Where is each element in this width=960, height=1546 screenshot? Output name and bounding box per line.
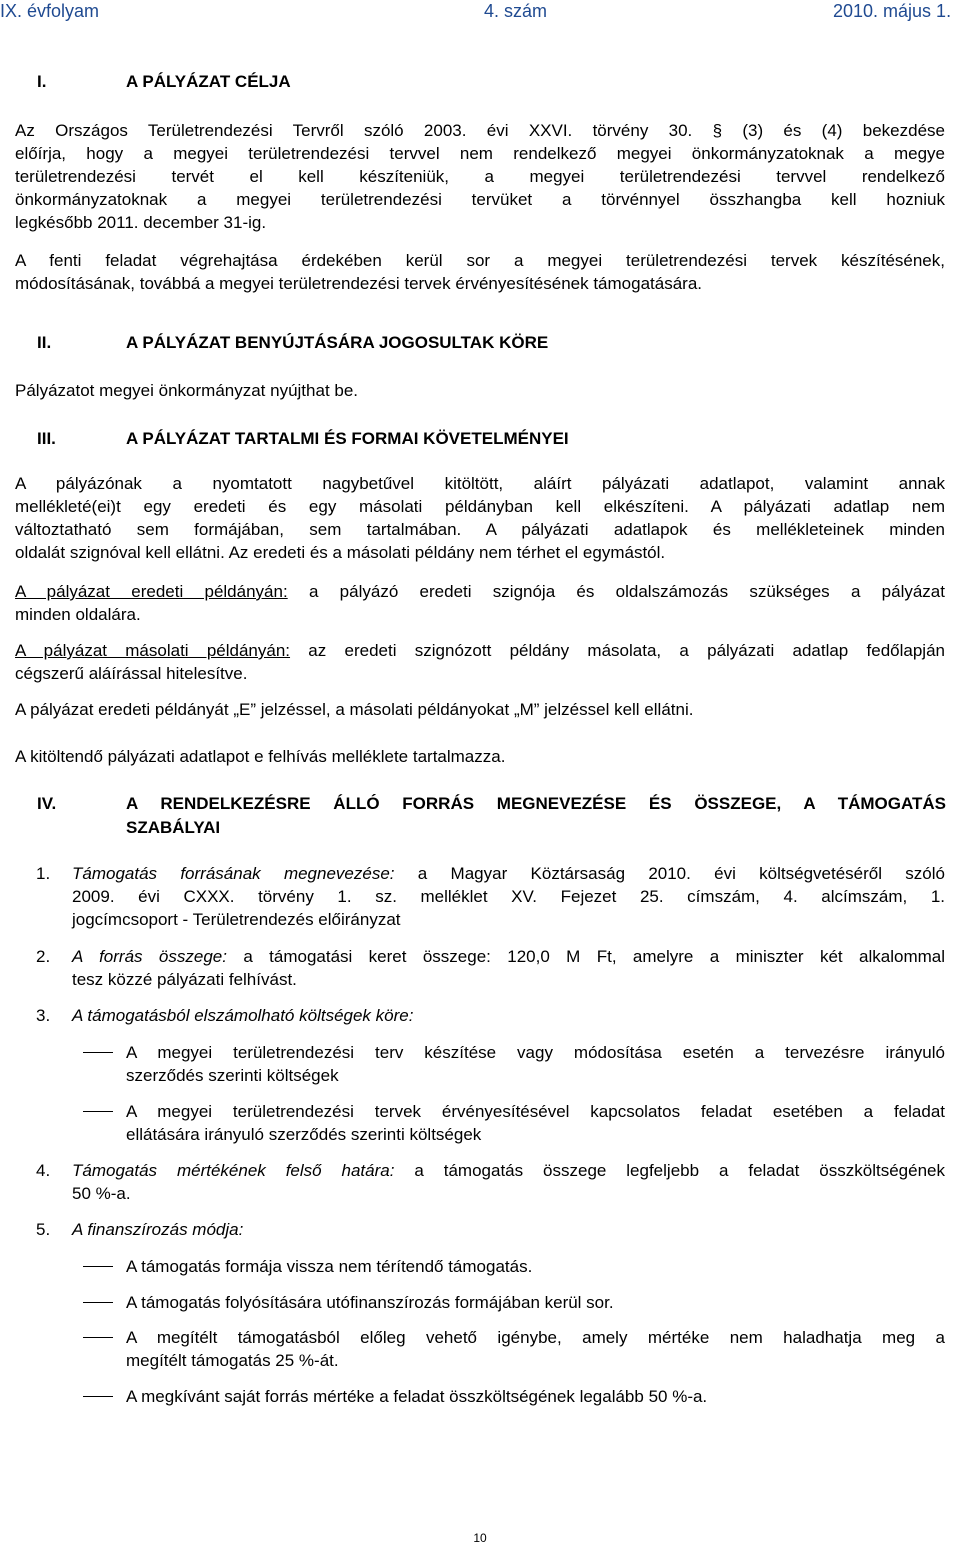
text-line: módosításának, továbbá a megyei területrendezési tervek érvényesítésének támogatására.: [15, 274, 702, 293]
text-line: A megítélt támogatásból előleg vehető igénybe, amely mértéke nem haladhatja meg a: [126, 1328, 945, 1347]
section-4-title: [126, 792, 946, 840]
annex-paragraph: [15, 745, 945, 768]
text-line: jogcímcsoport - Területrendezés előirányzat: [72, 910, 401, 929]
text-line: minden oldalára.: [15, 605, 141, 624]
text-line: A támogatás folyósítására utófinanszírozás formájában kerül sor.: [126, 1293, 614, 1312]
page-header: [0, 0, 960, 22]
text-line: változtatható sem formájában, sem tartalmában. A pályázati adatlapok és mellékleteinek minden: [15, 520, 945, 539]
text-line: [15, 580, 945, 603]
bullet-text: [126, 1255, 945, 1278]
header-issue: 4. szám: [484, 1, 548, 21]
section-1-paragraph-1: [15, 119, 945, 234]
header-volume: IX. évfolyam: [0, 1, 100, 21]
title-line: A RENDELKEZÉSRE ÁLLÓ FORRÁS MEGNEVEZÉSE ÉS ÖSSZEGE, A TÁMOGATÁS: [126, 794, 946, 813]
text-line: A pályázónak a nyomtatott nagybetűvel kitöltött, aláírt pályázati adatlapot, valamint annak: [15, 474, 945, 493]
text-line: megítélt támogatás 25 %-át.: [126, 1351, 339, 1370]
dash-icon: [83, 1337, 113, 1338]
text-line: [15, 639, 945, 662]
dash-icon: [83, 1302, 113, 1303]
text-line: Pályázatot megyei önkormányzat nyújthat be.: [15, 381, 359, 400]
copy-paragraph: [15, 639, 945, 685]
item-label: Támogatás forrásának megnevezése:: [72, 864, 395, 883]
item-value: a támogatás összege legfeljebb a feladat összköltségének: [394, 1161, 945, 1180]
text-line: A megyei területrendezési terv készítése vagy módosítása esetén a tervezésre irányuló: [126, 1043, 945, 1062]
copy-text: az eredeti szignózott példány másolata, a pályázati adatlap fedőlapján: [290, 641, 945, 660]
title-line: SZABÁLYAI: [126, 818, 221, 837]
original-copy-paragraph: [15, 580, 945, 626]
original-copy-label: A pályázat eredeti példányán:: [15, 582, 288, 601]
section-1-title: A PÁLYÁZAT CÉLJA: [126, 72, 291, 91]
text-line: 50 %-a.: [72, 1184, 131, 1203]
item-label: A forrás összege:: [72, 947, 227, 966]
text-line: Az Országos Területrendezési Tervről szóló 2003. évi XXVI. törvény 30. § (3) és (4) bekezdése: [15, 121, 945, 140]
text-line: [72, 862, 945, 885]
item-number: 2.: [36, 947, 51, 966]
text-line: A fenti feladat végrehajtása érdekében kerül sor a megyei területrendezési tervek készítésének,: [15, 251, 945, 270]
text-line: szerződés szerinti költségek: [126, 1066, 339, 1085]
text-line: A megkívánt saját forrás mértéke a feladat összköltségének legalább 50 %-a.: [126, 1387, 708, 1406]
text-line: A pályázat eredeti példányát „E” jelzéssel, a másolati példányokat „M” jelzéssel kell ellátni.: [15, 700, 694, 719]
bullet-text: [126, 1041, 945, 1087]
text-line: 2009. évi CXXX. törvény 1. sz. melléklet XV. Fejezet 25. címszám, 4. alcímszám, 1.: [72, 887, 945, 906]
section-3-number: III.: [37, 429, 56, 448]
item-number: 1.: [36, 864, 51, 883]
text-line: cégszerű aláírással hitelesítve.: [15, 664, 248, 683]
dash-icon: [83, 1266, 113, 1267]
item-text: [72, 862, 945, 931]
section-2-number: II.: [37, 333, 52, 352]
text-line: mellékleté(ei)t egy eredeti és egy másolati példányban kell elkészíteni. A pályázati adatlap nem: [15, 497, 945, 516]
text-line: ellátására irányuló szerződés szerinti költségek: [126, 1125, 482, 1144]
section-2-text: [15, 379, 945, 402]
item-text: [72, 945, 945, 991]
marking-paragraph: [15, 698, 945, 721]
item-label: Támogatás mértékének felső határa:: [72, 1161, 395, 1180]
item-label: A finanszírozás módja:: [72, 1220, 244, 1239]
text-line: A kitöltendő pályázati adatlapot e felhívás melléklete tartalmazza.: [15, 747, 506, 766]
section-2-title: A PÁLYÁZAT BENYÚJTÁSÁRA JOGOSULTAK KÖRE: [126, 333, 549, 352]
section-4-number: IV.: [37, 794, 57, 813]
text-line: A megyei területrendezési tervek érvényesítésével kapcsolatos feladat esetében a feladat: [126, 1102, 945, 1121]
section-3-paragraph-1: [15, 472, 945, 564]
item-text: [72, 1004, 945, 1027]
page-number: 10: [473, 1531, 487, 1545]
item-text: [72, 1159, 945, 1205]
text-line: legkésőbb 2011. december 31-ig.: [15, 213, 267, 232]
text-line: önkormányzatoknak a megyei területrendezési tervüket a törvénnyel összhangba kell hozniuk: [15, 190, 945, 209]
item-label: A támogatásból elszámolható költségek köre:: [72, 1006, 414, 1025]
text-line: [72, 945, 945, 968]
bullet-text: [126, 1385, 945, 1408]
dash-icon: [83, 1111, 113, 1112]
copy-label: A pályázat másolati példányán:: [15, 641, 291, 660]
item-number: 4.: [36, 1161, 51, 1180]
text-line: tesz közzé pályázati felhívást.: [72, 970, 297, 989]
section-1-number: I.: [37, 72, 47, 91]
original-copy-text: a pályázó eredeti szignója és oldalszámozás szükséges a pályázat: [287, 582, 945, 601]
item-value: a Magyar Köztársaság 2010. évi költségvetéséről szóló: [394, 864, 945, 883]
header-date: 2010. május 1.: [833, 1, 952, 21]
item-text: [72, 1218, 945, 1241]
item-value: a támogatási keret összege: 120,0 M Ft, amelyre a miniszter két alkalommal: [226, 947, 945, 966]
dash-icon: [83, 1396, 113, 1397]
dash-icon: [83, 1052, 113, 1053]
text-line: oldalát szignóval kell ellátni. Az eredeti és a másolati példány nem térhet el egymástól.: [15, 543, 666, 562]
text-line: területrendezési tervét el kell készíteniük, a megyei területrendezési tervvel rendelkező: [15, 167, 945, 186]
bullet-text: [126, 1326, 945, 1372]
bullet-text: [126, 1291, 945, 1314]
bullet-text: [126, 1100, 945, 1146]
text-line: előírja, hogy a megyei területrendezési tervvel nem rendelkező megyei önkormányzatoknak a megye: [15, 144, 945, 163]
text-line: [72, 1159, 945, 1182]
text-line: A támogatás formája vissza nem térítendő támogatás.: [126, 1257, 533, 1276]
item-number: 3.: [36, 1006, 51, 1025]
section-3-title: A PÁLYÁZAT TARTALMI ÉS FORMAI KÖVETELMÉNYEI: [126, 429, 569, 448]
section-1-paragraph-2: [15, 249, 945, 295]
item-number: 5.: [36, 1220, 51, 1239]
